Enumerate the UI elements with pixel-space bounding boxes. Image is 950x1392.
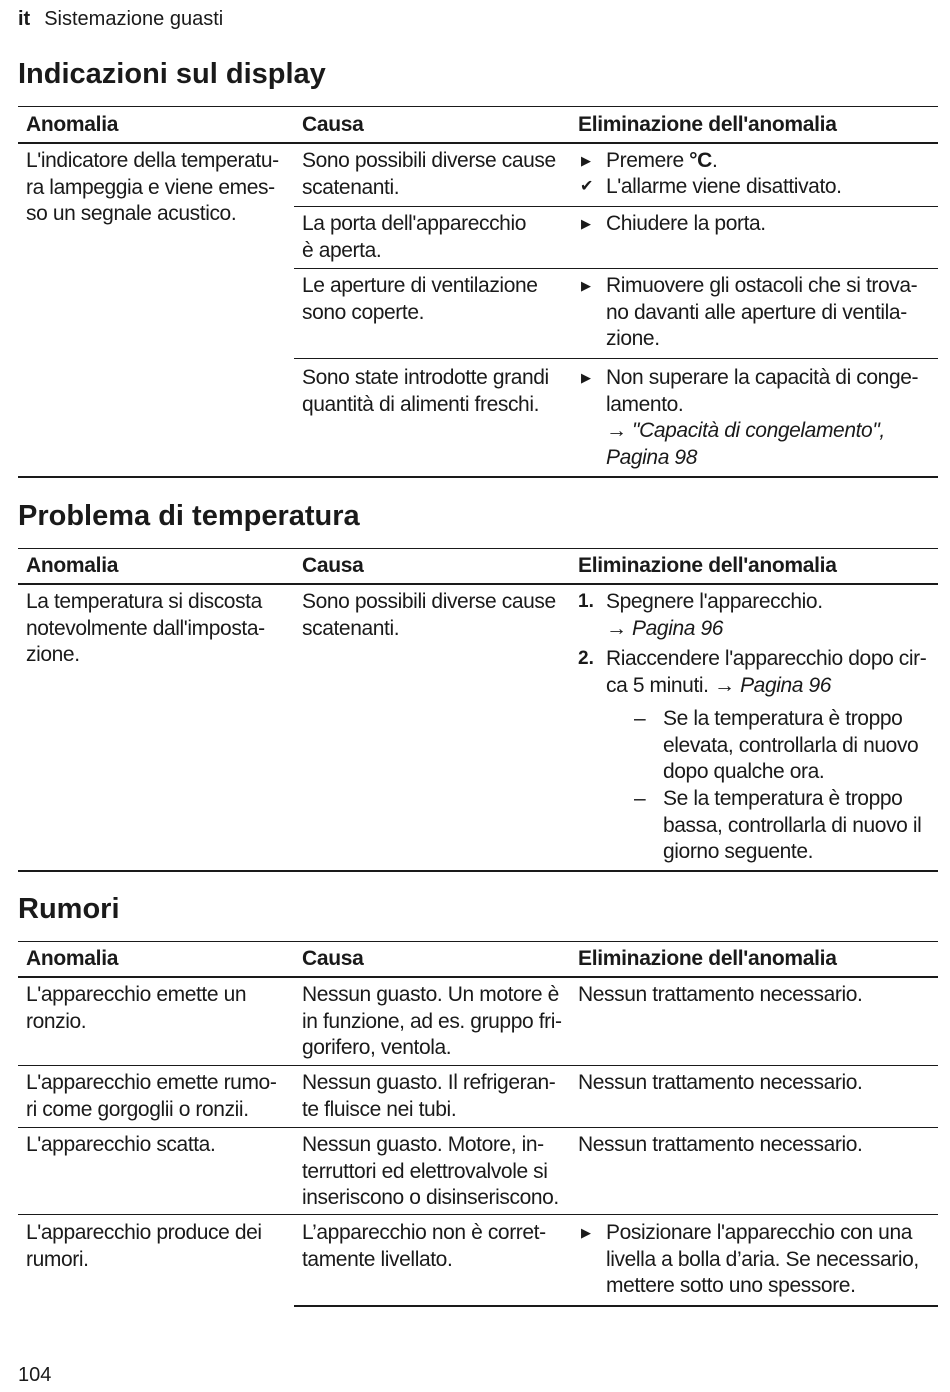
result-text: L'allarme viene disattivato.: [606, 175, 842, 198]
text-line: scatenanti.: [302, 175, 400, 199]
anomaly-cell: [26, 1132, 215, 1159]
text-line: lamento.: [606, 392, 684, 416]
table-top-rule: [18, 548, 938, 549]
text-line: Rimuovere gli ostacoli che si trova-: [606, 274, 918, 297]
remedy-cell: [578, 1132, 862, 1159]
text-line: L'apparecchio emette un: [26, 983, 247, 1006]
text-line: te fluisce nei tubi.: [302, 1097, 457, 1121]
text-line: Se la temperatura è troppo: [663, 787, 903, 810]
remedy-cell: [606, 148, 717, 175]
text-line: è aperta.: [302, 238, 382, 262]
text-line: gorifero, ventola.: [302, 1036, 452, 1059]
text-line: bassa, controllarla di nuovo il: [663, 813, 922, 837]
text-line: zione.: [26, 643, 80, 666]
text-line: ri come gorgoglii o ronzii.: [26, 1097, 249, 1121]
cause-cell: [302, 1070, 555, 1123]
text-line: no davanti alle aperture di ventila-: [606, 300, 907, 324]
triangle-bullet-icon: ▶: [581, 370, 591, 385]
step-number: 2.: [578, 648, 594, 669]
text-line: L'indicatore della temperatu-: [26, 149, 279, 172]
page-header: [18, 8, 223, 31]
text-line: in funzione, ad es. gruppo fri-: [302, 1009, 562, 1033]
header-rule: [18, 142, 938, 144]
section-title-display: Indicazioni sul display: [18, 58, 326, 90]
text-part: ca 5 minuti.: [606, 673, 709, 697]
cause-cell: [302, 589, 556, 642]
page-number: 104: [18, 1364, 52, 1386]
remedy-cell: [578, 982, 862, 1009]
text-part: .: [711, 149, 718, 172]
page-reference-link[interactable]: [714, 674, 831, 697]
step-text: [606, 646, 926, 699]
text-line: dopo qualche ora.: [663, 760, 825, 783]
header-rule: [18, 976, 938, 978]
text-line: Sono state introdotte grandi: [302, 366, 549, 389]
triangle-bullet-icon: ▶: [581, 153, 591, 168]
row-rule: [18, 1065, 938, 1066]
celsius-button-symbol: °C: [689, 149, 712, 172]
text-line: Chiudere la porta.: [606, 212, 766, 235]
anomaly-cell: [26, 148, 279, 228]
cross-reference-link[interactable]: [606, 418, 918, 445]
text-line: Le aperture di ventilazione: [302, 274, 538, 297]
ref-text: Pagina 96: [632, 616, 724, 640]
anomaly-cell: [26, 982, 246, 1035]
section-name: Sistemazione guasti: [44, 8, 224, 30]
table-bottom-rule: [18, 870, 938, 872]
text-line: giorno seguente.: [663, 840, 814, 863]
text-line: mettere sotto uno spessore.: [606, 1274, 856, 1297]
text-line: Se la temperatura è troppo: [663, 707, 903, 730]
anomaly-cell: [26, 1070, 276, 1123]
cause-cell: [302, 1220, 546, 1273]
section-title-noise: Rumori: [18, 893, 120, 925]
text-line: L'apparecchio produce dei: [26, 1221, 262, 1244]
text-line: Non superare la capacità di conge-: [606, 366, 919, 389]
remedy-cell: [578, 1070, 862, 1097]
ref-text: Pagina 96: [740, 673, 832, 697]
row-rule: [294, 358, 938, 359]
remedy-cell: [606, 273, 917, 353]
cause-cell: [302, 982, 562, 1062]
text-line: tamente livellato.: [302, 1247, 453, 1271]
text-line: scatenanti.: [302, 616, 400, 640]
remedy-cell: [606, 365, 918, 471]
anomaly-cell: [26, 589, 265, 669]
step-number: 1.: [578, 591, 594, 612]
text-line: quantità di alimenti freschi.: [302, 392, 540, 416]
remedy-cell: [606, 211, 766, 238]
text-line: Nessun guasto. Motore, in-: [302, 1133, 544, 1156]
text-line: ronzio.: [26, 1009, 87, 1033]
row-rule: [294, 268, 938, 269]
text-line: notevolmente dall'imposta-: [26, 616, 265, 640]
text-line: Spegnere l'apparecchio.: [606, 590, 823, 613]
dash-bullet: –: [634, 787, 646, 810]
text-line: L'apparecchio emette rumo-: [26, 1071, 277, 1094]
row-rule: [18, 1214, 938, 1215]
col-header-remedy: Eliminazione dell'anomalia: [578, 113, 837, 136]
col-header-anomaly: Anomalia: [26, 113, 119, 136]
col-header-cause: Causa: [302, 947, 364, 970]
cause-cell: [302, 365, 549, 418]
triangle-bullet-icon: ▶: [581, 1225, 591, 1240]
row-rule: [294, 206, 938, 207]
row-rule: [18, 1127, 938, 1128]
dash-item: [663, 786, 921, 866]
text-line: Sono possibili diverse cause: [302, 149, 556, 172]
text-line: Posizionare l'apparecchio con una: [606, 1221, 913, 1244]
cause-cell: [302, 273, 538, 326]
col-header-remedy: Eliminazione dell'anomalia: [578, 947, 837, 970]
text-line: Nessun guasto. Il refrigeran-: [302, 1071, 556, 1094]
text-line: elevata, controllarla di nuovo: [663, 733, 919, 757]
checkmark-icon: ✔: [580, 178, 594, 195]
col-header-anomaly: Anomalia: [26, 947, 119, 970]
text-line: Nessun trattamento necessario.: [578, 983, 863, 1006]
text-line: La temperatura si discosta: [26, 590, 262, 613]
text-line: rumori.: [26, 1247, 89, 1271]
cause-cell: [302, 1132, 559, 1212]
section-title-temperature: Problema di temperatura: [18, 500, 360, 532]
text-line: Sono possibili diverse cause: [302, 590, 556, 613]
header-rule: [18, 583, 938, 585]
remedy-cell: [606, 1220, 919, 1300]
anomaly-cell: [26, 1220, 262, 1273]
dash-bullet: –: [634, 707, 646, 730]
text-line: Nessun trattamento necessario.: [578, 1071, 863, 1094]
cause-cell: [302, 148, 556, 201]
text-line: Nessun guasto. Un motore è: [302, 983, 559, 1006]
arrow-right-icon: →: [606, 419, 627, 442]
table-top-rule: [18, 941, 938, 942]
table-bottom-rule: [294, 1305, 938, 1307]
language-tag: it: [18, 8, 31, 30]
step-text: [606, 589, 823, 642]
col-header-cause: Causa: [302, 113, 364, 136]
page-reference-link[interactable]: [606, 616, 823, 643]
text-line: L'apparecchio scatta.: [26, 1133, 216, 1156]
text-line: Nessun trattamento necessario.: [578, 1133, 863, 1156]
col-header-anomaly: Anomalia: [26, 554, 119, 577]
text-line: terruttori ed elettrovalvole si: [302, 1159, 548, 1183]
text-line: La porta dell'apparecchio: [302, 212, 527, 235]
text-line: sono coperte.: [302, 300, 425, 324]
page-reference[interactable]: Pagina 98: [606, 445, 697, 469]
col-header-remedy: Eliminazione dell'anomalia: [578, 554, 837, 577]
arrow-right-icon: →: [606, 616, 627, 640]
triangle-bullet-icon: ▶: [581, 216, 591, 231]
ref-text: "Capacità di congelamento",: [632, 419, 885, 442]
text-line: L’apparecchio non è corret-: [302, 1221, 546, 1244]
text-line: zione.: [606, 327, 660, 350]
cause-cell: [302, 211, 526, 264]
text-part: Premere: [606, 149, 690, 172]
text-line: inseriscono o disinseriscono.: [302, 1186, 559, 1209]
triangle-bullet-icon: ▶: [581, 278, 591, 293]
text-line: Riaccendere l'apparecchio dopo cir-: [606, 647, 927, 670]
text-line: so un segnale acustico.: [26, 202, 237, 225]
text-line: livella a bolla d’aria. Se necessario,: [606, 1247, 919, 1271]
col-header-cause: Causa: [302, 554, 364, 577]
table-bottom-rule: [18, 476, 938, 478]
arrow-right-icon: →: [714, 673, 735, 697]
text-line: ra lampeggia e viene emes-: [26, 175, 275, 199]
dash-item: [663, 706, 918, 786]
table-top-rule: [18, 106, 938, 107]
